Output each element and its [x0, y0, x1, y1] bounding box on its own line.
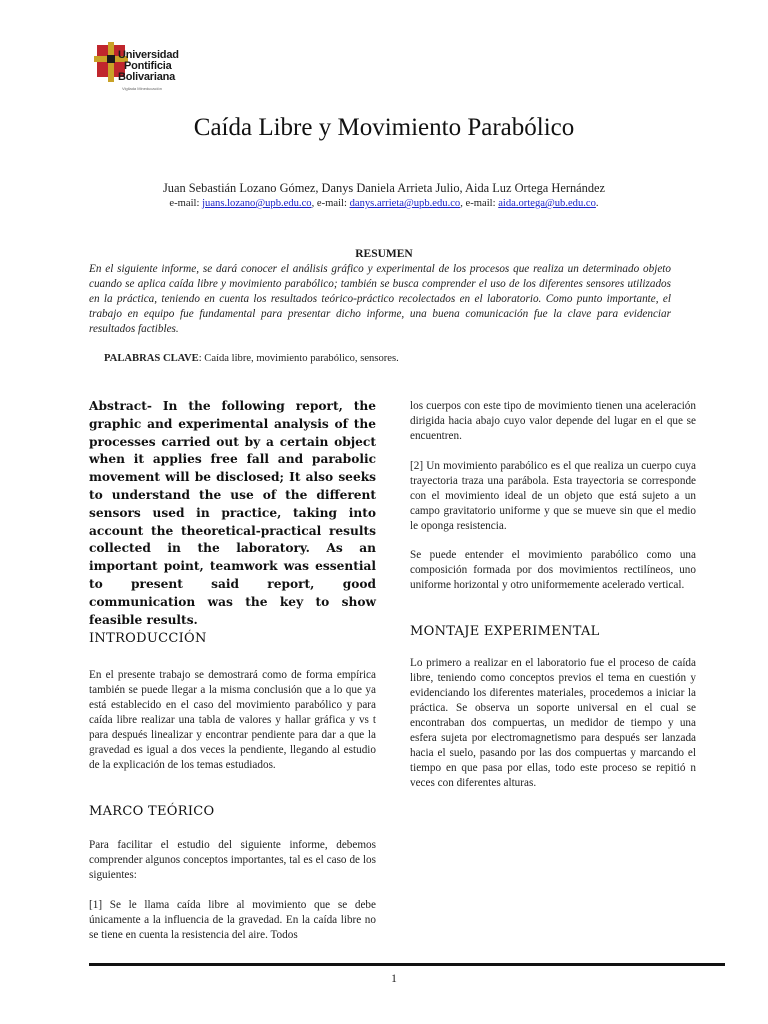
email-separator: , — [460, 198, 463, 209]
keywords-text: : Caída libre, movimiento parabólico, sensores. — [198, 353, 399, 364]
authors-line: Juan Sebastián Lozano Gómez, Danys Daniela Arrieta Julio, Aida Luz Ortega Hernández — [162, 181, 606, 195]
right-paragraph-2: [2] Un movimiento parabólico es el que realiza un cuerpo cuya trayectoria traza una parábola. Esta trayectoria se corresponde con el movimiento ideal de un objeto que está sujeto a un campo gravitatorio uniforme y que se mueve sin que el medio le oponga resistencia. — [410, 460, 696, 532]
footer-rule — [89, 963, 725, 966]
marco-teorico-heading: MARCO TEÓRICO — [89, 804, 215, 819]
introduccion-text: En el presente trabajo se demostrará como de forma empírica también se puede llegar a la misma conclusión que a lo que ya está establecido en el caso del movimiento parabólico y para caída libre realizar una tabla de valores y hallar gráfica y vs t para después linealizar y encontrar pendiente para dar a que la gravedad es igual a dos veces la pendiente, llegando al estudio de la explicación de los temas estudiados. — [89, 669, 376, 771]
email-label: e-mail: — [169, 198, 200, 209]
introduccion-heading: INTRODUCCIÓN — [89, 631, 207, 646]
university-name — [118, 50, 179, 83]
resumen-text: En el siguiente informe, se dará conocer el análisis gráfico y experimental de los procesos que realiza un determinado objeto cuando se aplica caída libre y movimiento parabólico; también se busca comprender el uso de los diferentes sensores utilizados en la práctica, teniendo en cuenta los resultados teórico-práctico recolectados en el laboratorio. Como punto importante, el trabajo en equipo fue fundamental para presentar dicho informe, una buena comunicación fue la clave para evidenciar resultados factibles. — [89, 263, 671, 335]
logo-tagline: Vigilada Mineducación — [122, 86, 162, 91]
email-end: . — [595, 198, 599, 209]
montaje-experimental-text: Lo primero a realizar en el laboratorio fue el proceso de caída libre, teniendo como conceptos previos el tema en cuestión y evidenciando los diferentes materiales, procedemos a iniciar la práctica. Se observa un soporte universal en el cual se encontraban dos compuertas, un medidor de tiempo y una esfera sujeta por electromagnetismo para después ser lanzada hacia el suelo, pasando por las dos compuertas y marcando el tiempo en que pasa por ellas, todo este proceso se repitió n veces con diferentes alturas. — [410, 657, 696, 789]
right-paragraph-1: los cuerpos con este tipo de movimiento tienen una aceleración dirigida hacia abajo cuyo valor depende del lugar en el que se encuentren. — [410, 400, 696, 442]
paper-title: Caída Libre y Movimiento Parabólico — [193, 114, 575, 141]
email-label: e-mail: — [316, 198, 347, 209]
university-logo — [94, 42, 214, 98]
marco-teorico-paragraph-2: [1] Se le llama caída libre al movimiento que se debe únicamente a la influencia de la gravedad. En la caída libre no se tiene en cuenta la resistencia del aire. Todos — [89, 899, 376, 941]
email-label: e-mail: — [465, 198, 496, 209]
logo-line-3: Bolivariana — [118, 71, 176, 83]
marco-teorico-paragraph-1: Para facilitar el estudio del siguiente informe, debemos comprender algunos conceptos importantes, tal es el caso de los siguientes: — [89, 839, 376, 881]
page-number: 1 — [391, 973, 397, 985]
logo-line-1: Universidad — [118, 49, 179, 61]
emails-line — [0, 198, 768, 209]
abstract-text: Abstract- In the following report, the graphic and experimental analysis of the processes carried out by a certain object when it applies free fall and parabolic movement will be disclosed; It also seeks to understand the use of the different sensors used in practice, taking into account the theoretical-practical results collected in the laboratory. As an important point, teamwork was essential to present said report, good communication was the key to show feasible results. — [89, 399, 376, 627]
keywords-label: PALABRAS CLAVE — [104, 353, 199, 364]
email-link-arrieta[interactable]: danys.arrieta@upb.edu.co — [349, 198, 461, 209]
resumen-heading: RESUMEN — [355, 248, 413, 260]
email-link-lozano[interactable]: juans.lozano@upb.edu.co — [202, 198, 312, 209]
email-separator: , — [311, 198, 315, 209]
email-link-ortega[interactable]: aida.ortega@ub.edu.co — [498, 198, 596, 209]
logo-line-2: Pontificia — [124, 60, 172, 72]
right-paragraph-3: Se puede entender el movimiento parabólico como una composición formada por dos movimientos rectilíneos, uno uniforme horizontal y otro uniformemente acelerado vertical. — [410, 549, 696, 591]
montaje-experimental-heading: MONTAJE EXPERIMENTAL — [410, 624, 600, 639]
keywords-line — [104, 353, 399, 364]
